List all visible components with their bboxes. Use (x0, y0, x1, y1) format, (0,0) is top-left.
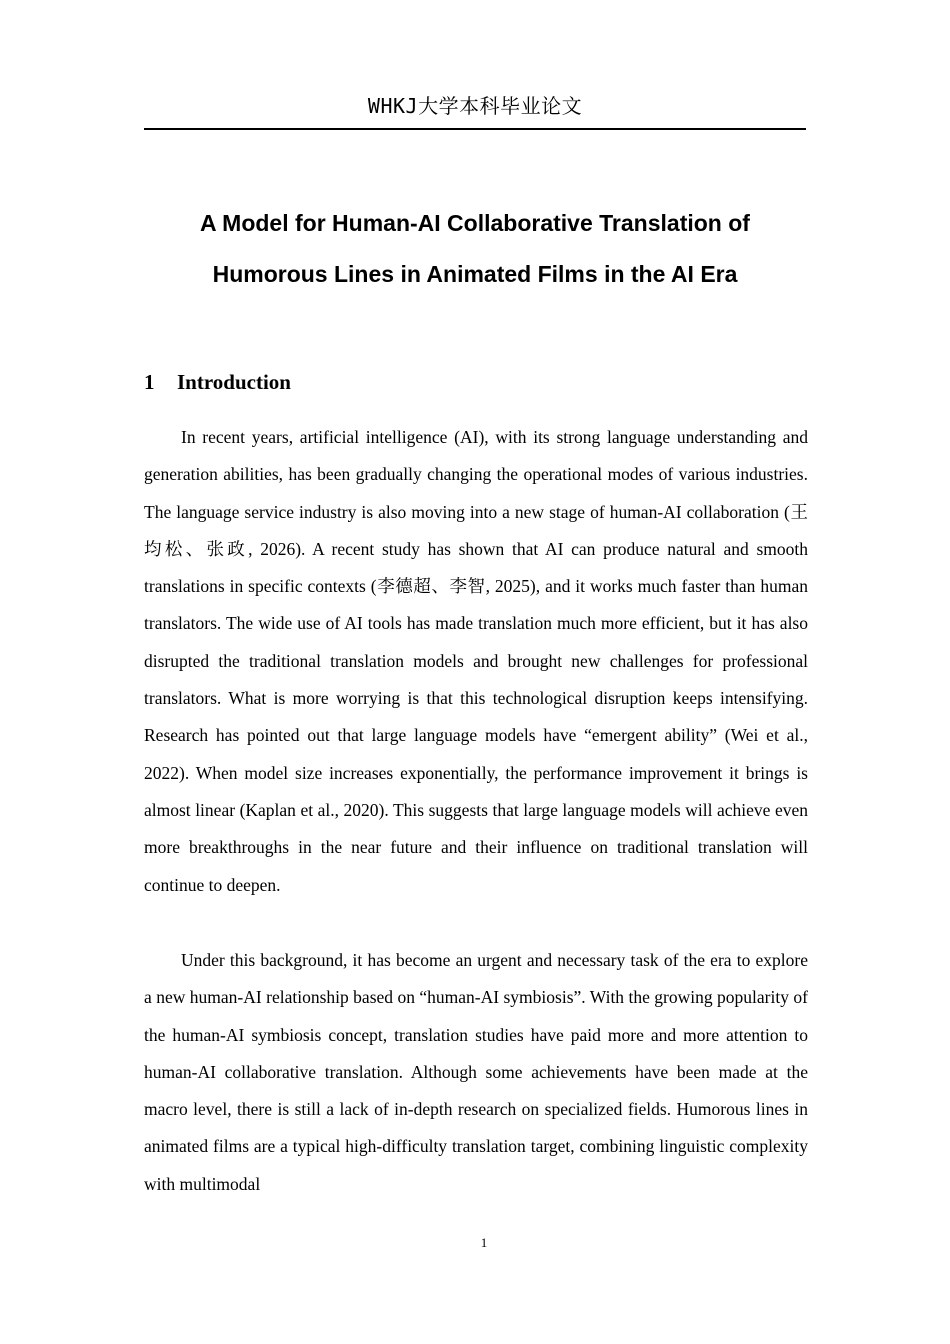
page-number: 1 (480, 1235, 488, 1250)
body-paragraph-1: In recent years, artificial intelligence (AI), with its strong language understanding and generation abilities, has been gradually changing the operational modes of various industries. The language service industry is also moving into a new stage of human-AI collaboration (王均松、张政, 2026). A recent study has shown that AI can produce natural and smooth translations in specific contexts (李德超、李智, 2025), and it works much faster than human translators. The wide use of AI tools has made translation much more efficient, but it has also disrupted the traditional translation models and brought new challenges for professional translators. What is more worrying is that this technological disruption keeps intensifying. Research has pointed out that large language models have “emergent ability” (Wei et al., 2022). When model size increases exponentially, the performance improvement it brings is almost linear (Kaplan et al., 2020). This suggests that large language models will achieve even more breakthroughs in the near future and their influence on traditional translation will continue to deepen. (144, 427, 808, 895)
paper-title (144, 198, 806, 300)
page-header (144, 92, 806, 130)
section-number: 1 (144, 370, 155, 394)
body-paragraph-2: Under this background, it has become an urgent and necessary task of the era to explore a new human-AI relationship based on “human-AI symbiosis”. With the growing popularity of the human-AI symbiosis concept, translation studies have paid more and more attention to human-AI collaborative translation. Although some achievements have been made at the macro level, there is still a lack of in-depth research on specialized fields. Humorous lines in animated films are a typical high-difficulty translation target, combining linguistic complexity with multimodal (144, 950, 808, 1194)
header-text: WHKJ大学本科毕业论文 (367, 94, 583, 118)
title-line-2: Humorous Lines in Animated Films in the AI Era (212, 261, 738, 287)
section-heading (144, 367, 291, 397)
title-line-1: A Model for Human-AI Collaborative Translation of (200, 210, 750, 236)
section-title: Introduction (177, 370, 291, 394)
